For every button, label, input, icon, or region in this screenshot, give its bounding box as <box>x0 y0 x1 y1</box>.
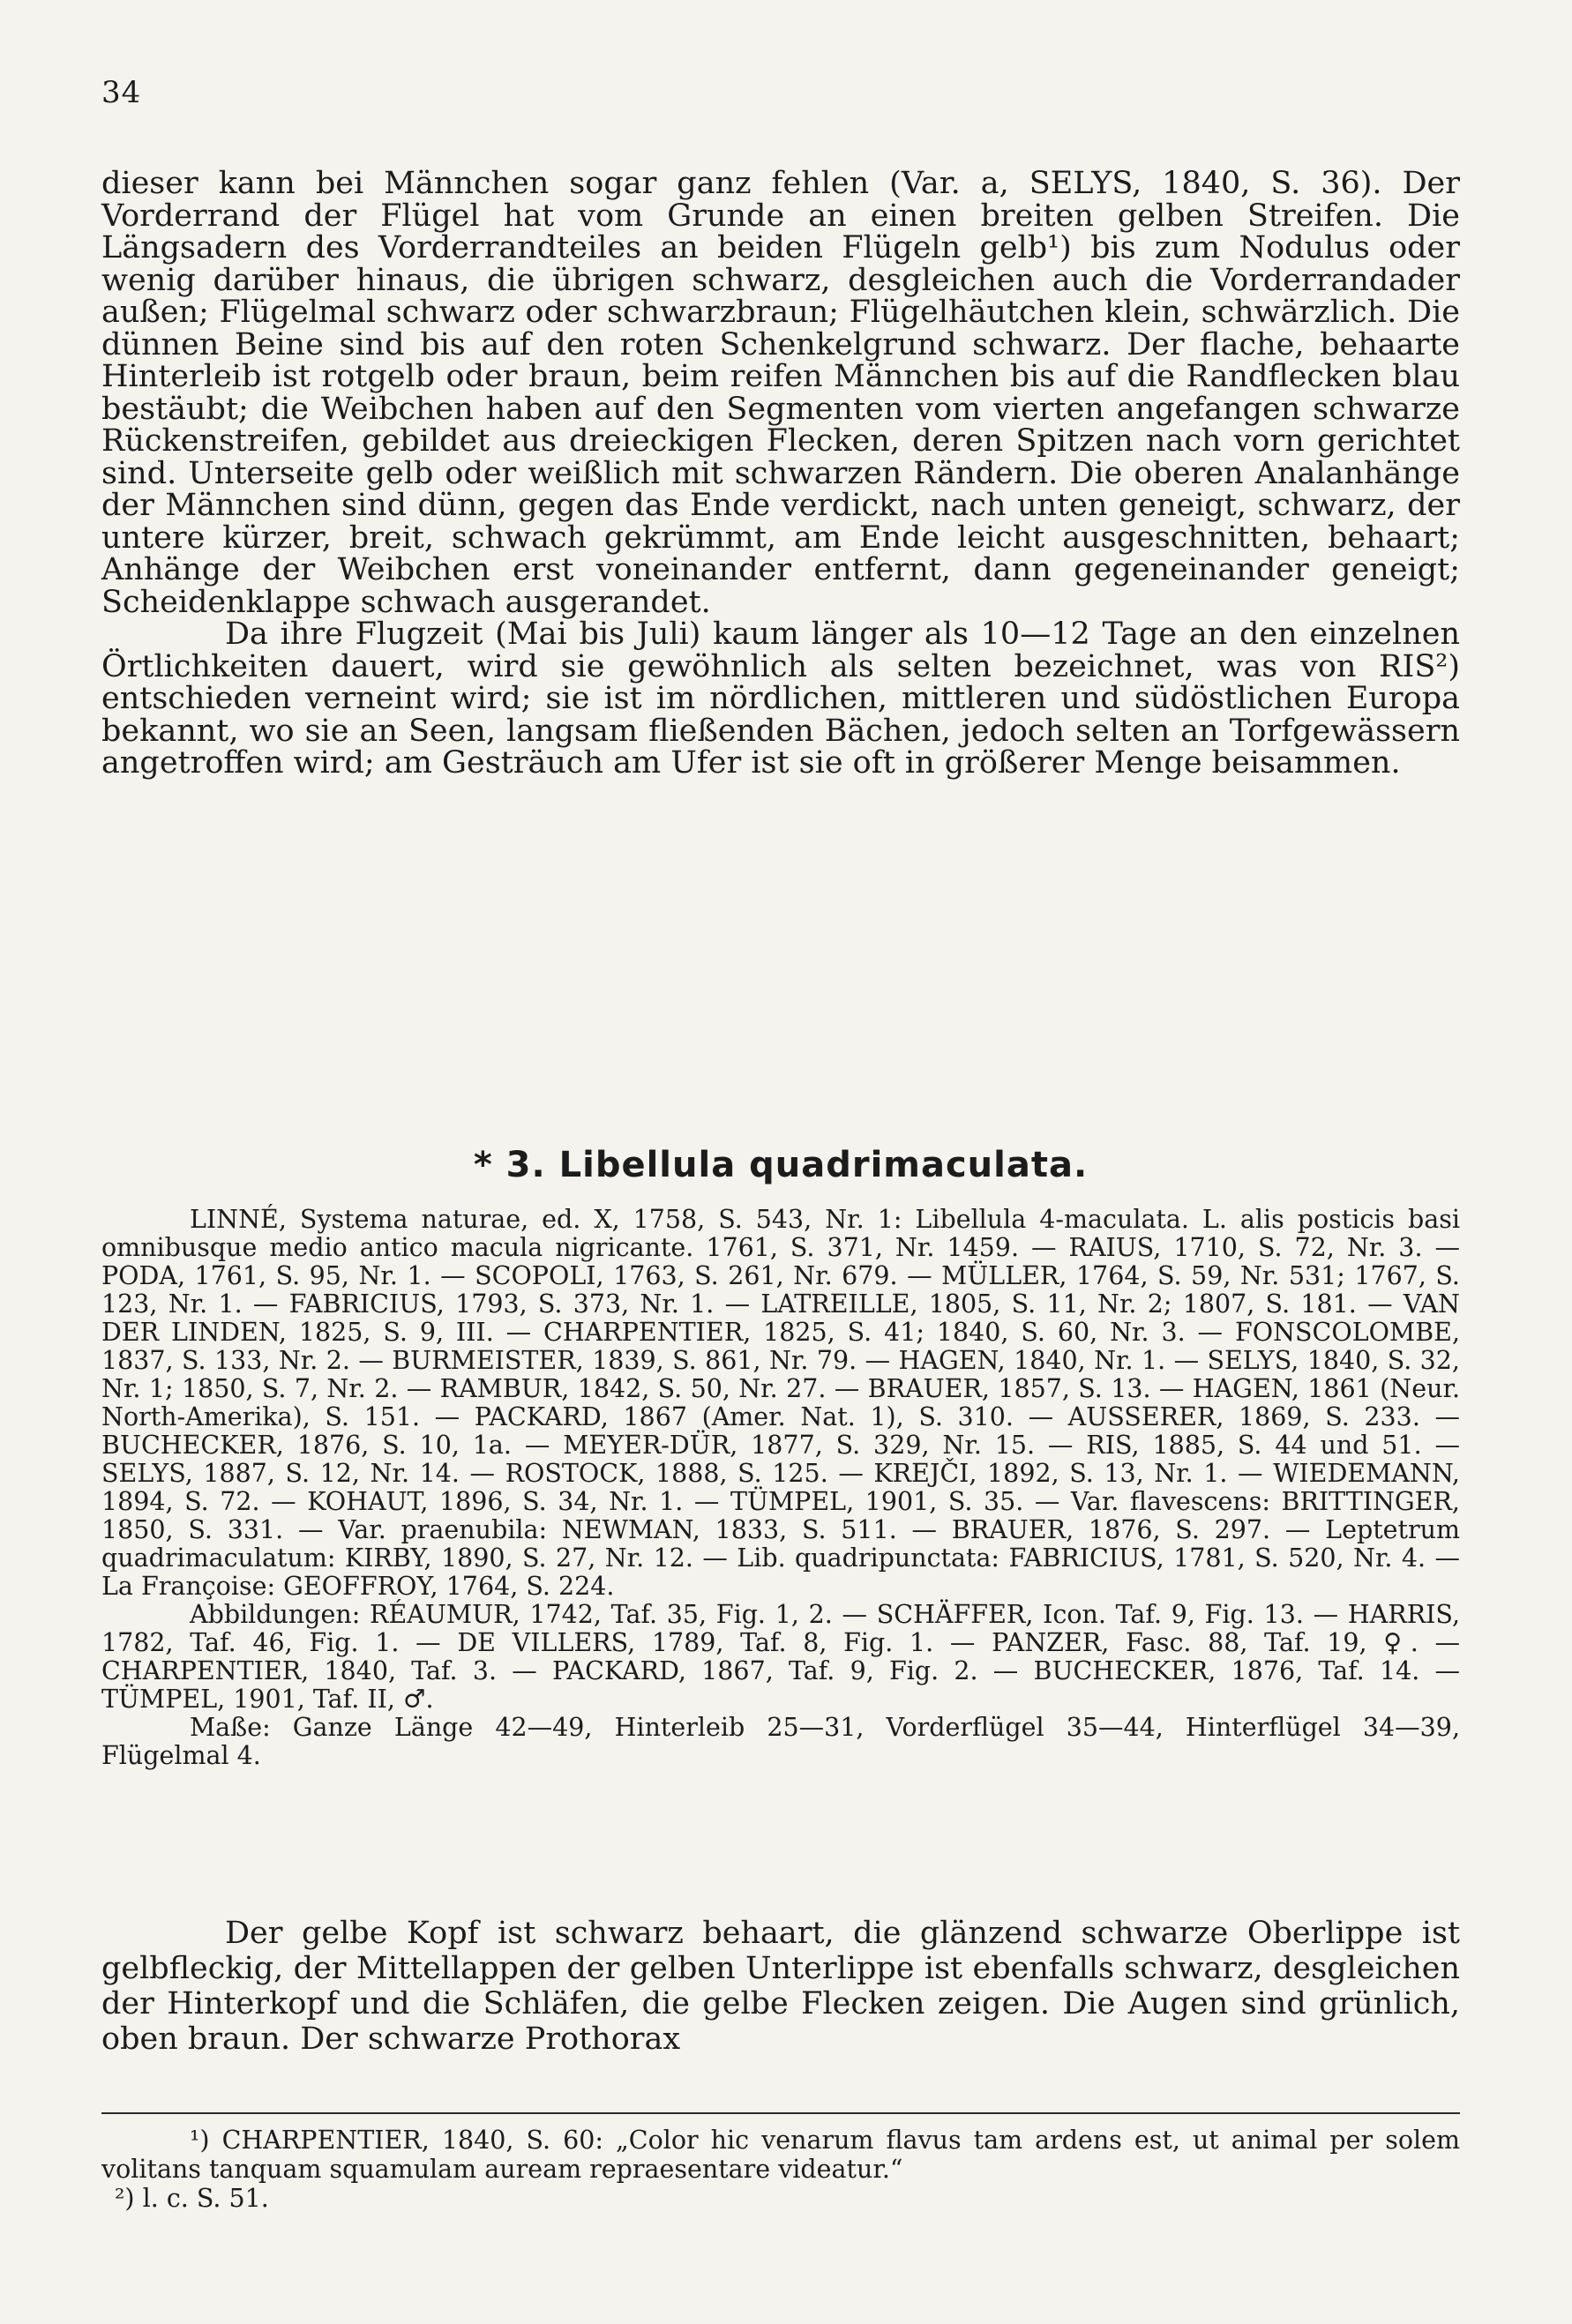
synonymy-literature: LINNÉ, Systema naturae, ed. X, 1758, S. 543, Nr. 1: Libellula 4-maculata. L. alis posticis basi omnibusque medio antico macula nigricante. 1761, S. 371, Nr. 1459. — RAIUS, 1710, S. 72, Nr. 3. — PODA, 1761, S. 95, Nr. 1. — SCOPOLI, 1763, S. 261, Nr. 679. — MÜLLER, 1764, S. 59, Nr. 531; 1767, S. 123, Nr. 1. — FABRICIUS, 1793, S. 373, Nr. 1. — LATREILLE, 1805, S. 11, Nr. 2; 1807, S. 181. — VAN DER LINDEN, 1825, S. 9, III. — CHARPENTIER, 1825, S. 41; 1840, S. 60, Nr. 3. — FONSCOLOMBE, 1837, S. 133, Nr. 2. — BURMEISTER, 1839, S. 861, Nr. 79. — HAGEN, 1840, Nr. 1. — SELYS, 1840, S. 32, Nr. 1; 1850, S. 7, Nr. 2. — RAMBUR, 1842, S. 50, Nr. 27. — BRAUER, 1857, S. 13. — HAGEN, 1861 (Neur. North-Amerika), S. 151. — PACKARD, 1867 (Amer. Nat. 1), S. 310. — AUSSERER, 1869, S. 233. — BUCHECKER, 1876, S. 10, 1a. — MEYER-DÜR, 1877, S. 329, Nr. 15. — RIS, 1885, S. 44 und 51. — SELYS, 1887, S. 12, Nr. 14. — ROSTOCK, 1888, S. 125. — KREJČI, 1892, S. 13, Nr. 1. — WIEDEMANN, 1894, S. 72. — KOHAUT, 1896, S. 34, Nr. 1. — TÜMPEL, 1901, S. 35. — Var. flavescens: BRITTINGER, 1850, S. 331. — Var. praenubila: NEWMAN, 1833, S. 511. — BRAUER, 1876, S. 297. — Leptetrum quadrimaculatum: KIRBY, 1890, S. 27, Nr. 12. — Lib. quadripunctata: FABRICIUS, 1781, S. 520, Nr. 4. — La Françoise: GEOFFROY, 1764, S. 224. <box>101 1205 1460 1601</box>
footnote-1: ¹) CHARPENTIER, 1840, S. 60: „Color hic venarum flavus tam ardens est, ut animal per solem volitans tanquam squamulam auream repraesentare videatur.“ <box>101 2126 1460 2184</box>
paragraph-head-description: Der gelbe Kopf ist schwarz behaart, die glänzend schwarze Oberlippe ist gelbfleckig, der Mittellappen der gelben Unterlippe ist ebenfalls schwarz, desgleichen der Hinterkopf und die Schläfen, die gelbe Flecken zeigen. Die Augen sind grünlich, oben braun. Der schwarze Prothorax <box>101 1916 1460 2057</box>
footnotes-block <box>101 2126 1460 2213</box>
paragraph-flight-period: Da ihre Flugzeit (Mai bis Juli) kaum länger als 10—12 Tage an den einzelnen Örtlichkeiten dauert, wird sie gewöhnlich als selten bezeichnet, was von RIS²) entschieden verneint wird; sie ist im nördlichen, mittleren und südöstlichen Europa bekannt, wo sie an Seen, langsam fließenden Bächen, jedoch selten an Torfgewässern angetroffen wird; am Gesträuch am Ufer ist sie oft in größerer Menge beisammen. <box>101 616 1460 781</box>
main-text-block <box>101 168 1460 780</box>
synonymy-measurements: Maße: Ganze Länge 42—49, Hinterleib 25—31, Vorderflügel 35—44, Hinterflügel 34—39, Flügelmal 4. <box>101 1713 1460 1770</box>
paragraph-description-end: dieser kann bei Männchen sogar ganz fehlen (Var. a, SELYS, 1840, S. 36). Der Vorderrand der Flügel hat vom Grunde an einen breiten gelben Streifen. Die Längsadern des Vorderrandteiles an beiden Flügeln gelb¹) bis zum Nodulus oder wenig darüber hinaus, die übrigen schwarz, desgleichen auch die Vorderrandader außen; Flügelmal schwarz oder schwarzbraun; Flügelhäutchen klein, schwärzlich. Die dünnen Beine sind bis auf den roten Schenkelgrund schwarz. Der flache, behaarte Hinterleib ist rotgelb oder braun, beim reifen Männchen bis auf die Randflecken blau bestäubt; die Weibchen haben auf den Segmenten vom vierten angefangen schwarze Rückenstreifen, gebildet aus dreieckigen Flecken, deren Spitzen nach vorn gerichtet sind. Unterseite gelb oder weißlich mit schwarzen Rändern. Die oberen Analanhänge der Männchen sind dünn, gegen das Ende verdickt, nach unten geneigt, schwarz, der untere kürzer, breit, schwach gekrümmt, am Ende leicht ausgeschnitten, behaart; Anhänge der Weibchen erst voneinander entfernt, dann gegeneinander geneigt; Scheidenklappe schwach ausgerandet. <box>101 166 1460 620</box>
synonymy-illustrations: Abbildungen: RÉAUMUR, 1742, Taf. 35, Fig. 1, 2. — SCHÄFFER, Icon. Taf. 9, Fig. 13. — HARRIS, 1782, Taf. 46, Fig. 1. — DE VILLERS, 1789, Taf. 8, Fig. 1. — PANZER, Fasc. 88, Taf. 19, ♀. — CHARPENTIER, 1840, Taf. 3. — PACKARD, 1867, Taf. 9, Fig. 2. — BUCHECKER, 1876, Taf. 14. — TÜMPEL, 1901, Taf. II, ♂. <box>101 1600 1460 1714</box>
footnote-divider <box>101 2112 1460 2114</box>
synonymy-block <box>101 1206 1460 1770</box>
page-number: 34 <box>101 75 142 110</box>
species-heading: * 3. Libellula quadrimaculata. <box>473 1145 1089 1185</box>
footnote-2: ²) l. c. S. 51. <box>115 2184 269 2213</box>
description-text-block <box>101 1916 1460 2057</box>
